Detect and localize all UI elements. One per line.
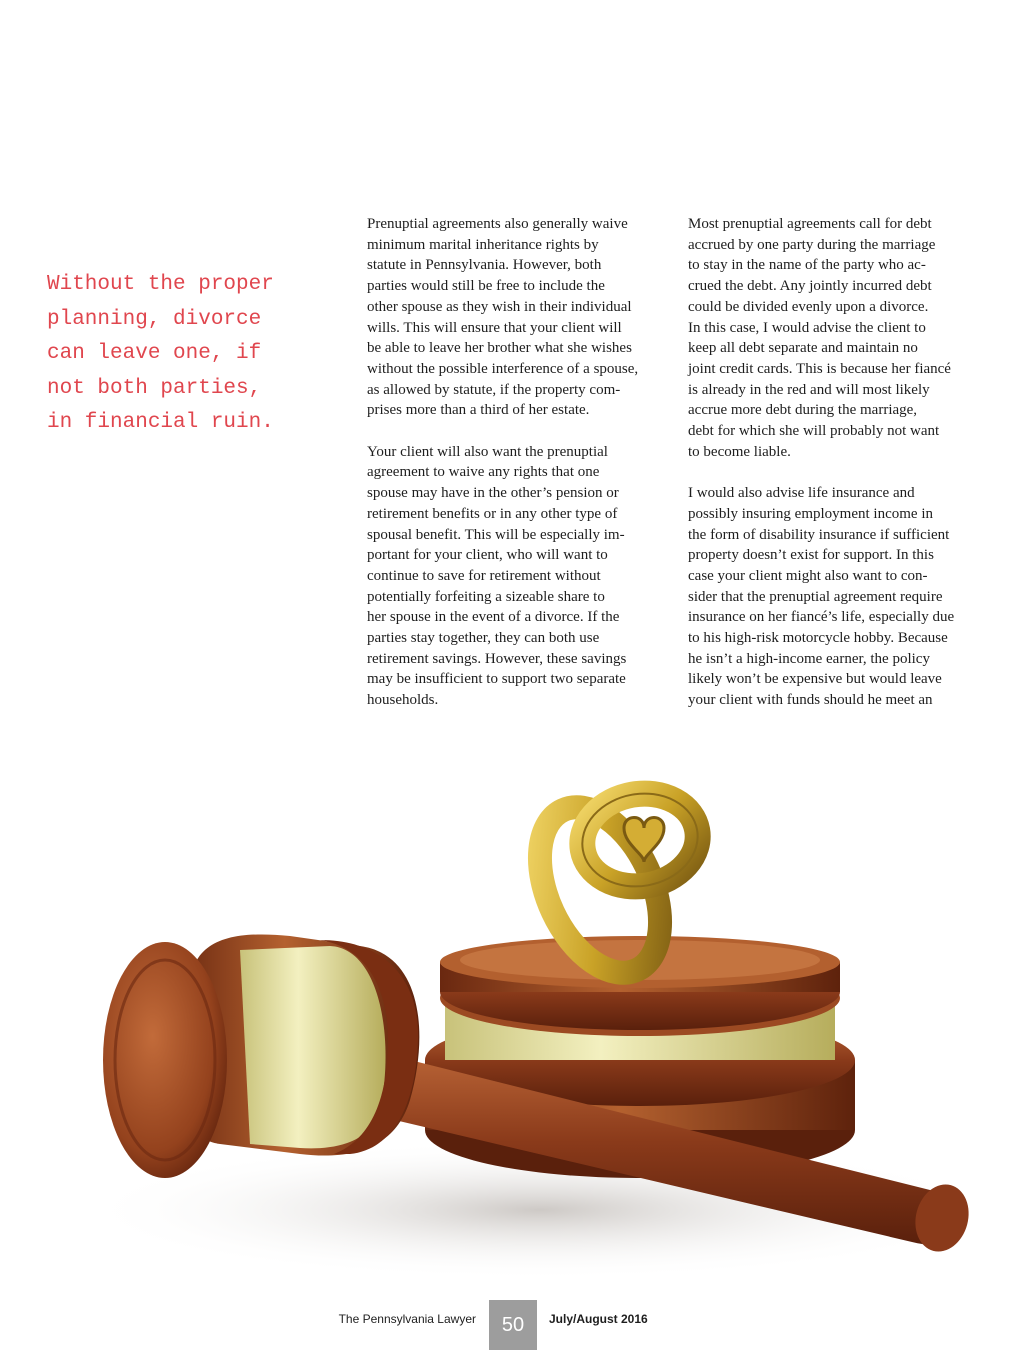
text-line: to his high-risk motorcycle hobby. Because: [688, 630, 948, 647]
text-line: parties would still be free to include the: [367, 278, 605, 295]
text-line: her spouse in the event of a divorce. If the: [367, 609, 620, 626]
paragraph-retirement-benefits: [367, 442, 667, 711]
text-line: could be divided evenly upon a divorce.: [688, 298, 929, 315]
pull-quote-line: not both parties,: [47, 376, 262, 400]
pull-quote-line: in financial ruin.: [47, 411, 274, 434]
text-line: I would also advise life insurance and: [688, 485, 915, 502]
text-line: other spouse as they wish in their individual: [367, 298, 632, 315]
pull-quote-line: can leave one, if: [47, 342, 262, 365]
text-line: insurance on her fiancé’s life, especially due: [688, 609, 955, 626]
gavel-head: [103, 934, 419, 1178]
pull-quote-line: Without the proper: [47, 273, 274, 296]
text-line: Your client will also want the prenuptial: [367, 443, 608, 460]
text-line: accrued by one party during the marriage: [688, 236, 936, 253]
text-line: Most prenuptial agreements call for debt: [688, 216, 932, 232]
text-line: minimum marital inheritance rights by: [367, 236, 599, 253]
text-line: as allowed by statute, if the property com-: [367, 381, 621, 398]
text-line: agreement to waive any rights that one: [367, 464, 600, 481]
text-line: is already in the red and will most likely: [688, 381, 930, 398]
text-line: crued the debt. Any jointly incurred debt: [688, 278, 932, 295]
pull-quote: [47, 268, 317, 441]
text-line: the form of disability insurance if sufficient: [688, 526, 950, 543]
text-line: retirement savings. However, these savings: [367, 650, 627, 667]
pull-quote-line: planning, divorce: [47, 307, 262, 331]
gavel-with-wedding-rings-icon: [0, 740, 1024, 1300]
text-line: likely won’t be expensive but would leave: [688, 671, 942, 688]
text-line: without the possible interference of a spouse,: [367, 360, 639, 377]
article-column-2: [688, 214, 988, 711]
text-line: retirement benefits or in any other type of: [367, 505, 618, 522]
text-line: be able to leave her brother what she wishes: [367, 340, 632, 357]
text-line: joint credit cards. This is because her fiancé: [688, 360, 951, 377]
text-line: debt for which she will probably not want: [688, 423, 940, 440]
paragraph-life-insurance: [688, 483, 988, 711]
text-line: to become liable.: [688, 443, 791, 460]
text-line: may be insufficient to support two separate: [367, 671, 626, 688]
text-line: Prenuptial agreements also generally waive: [367, 216, 628, 232]
text-line: case your client might also want to con-: [688, 567, 928, 584]
text-line: sider that the prenuptial agreement require: [688, 588, 943, 605]
text-line: parties stay together, they can both use: [367, 630, 600, 647]
text-line: prises more than a third of her estate.: [367, 402, 590, 419]
paragraph-inheritance-rights: [367, 214, 667, 421]
text-line: possibly insuring employment income in: [688, 505, 933, 522]
text-line: potentially forfeiting a sizeable share to: [367, 588, 605, 605]
text-line: In this case, I would advise the client to: [688, 319, 926, 336]
text-line: property doesn’t exist for support. In this: [688, 547, 934, 564]
text-line: accrue more debt during the marriage,: [688, 402, 918, 419]
text-line: households.: [367, 692, 439, 709]
issue-date: July/August 2016: [549, 1312, 648, 1326]
text-line: wills. This will ensure that your client will: [367, 319, 622, 336]
publication-name: The Pennsylvania Lawyer: [338, 1312, 476, 1326]
paragraph-debt: [688, 214, 988, 462]
text-line: continue to save for retirement without: [367, 567, 601, 584]
page-number: 50: [489, 1300, 537, 1350]
article-column-1: [367, 214, 667, 711]
page-footer: [0, 1300, 1024, 1350]
text-line: statute in Pennsylvania. However, both: [367, 257, 602, 274]
text-line: spouse may have in the other’s pension or: [367, 485, 619, 502]
text-line: your client with funds should he meet an: [688, 692, 933, 709]
text-line: keep all debt separate and maintain no: [688, 340, 918, 357]
text-line: to stay in the name of the party who ac-: [688, 257, 926, 274]
text-line: spousal benefit. This will be especially im-: [367, 526, 625, 543]
text-line: portant for your client, who will want to: [367, 547, 608, 564]
text-line: he isn’t a high-income earner, the policy: [688, 650, 930, 667]
